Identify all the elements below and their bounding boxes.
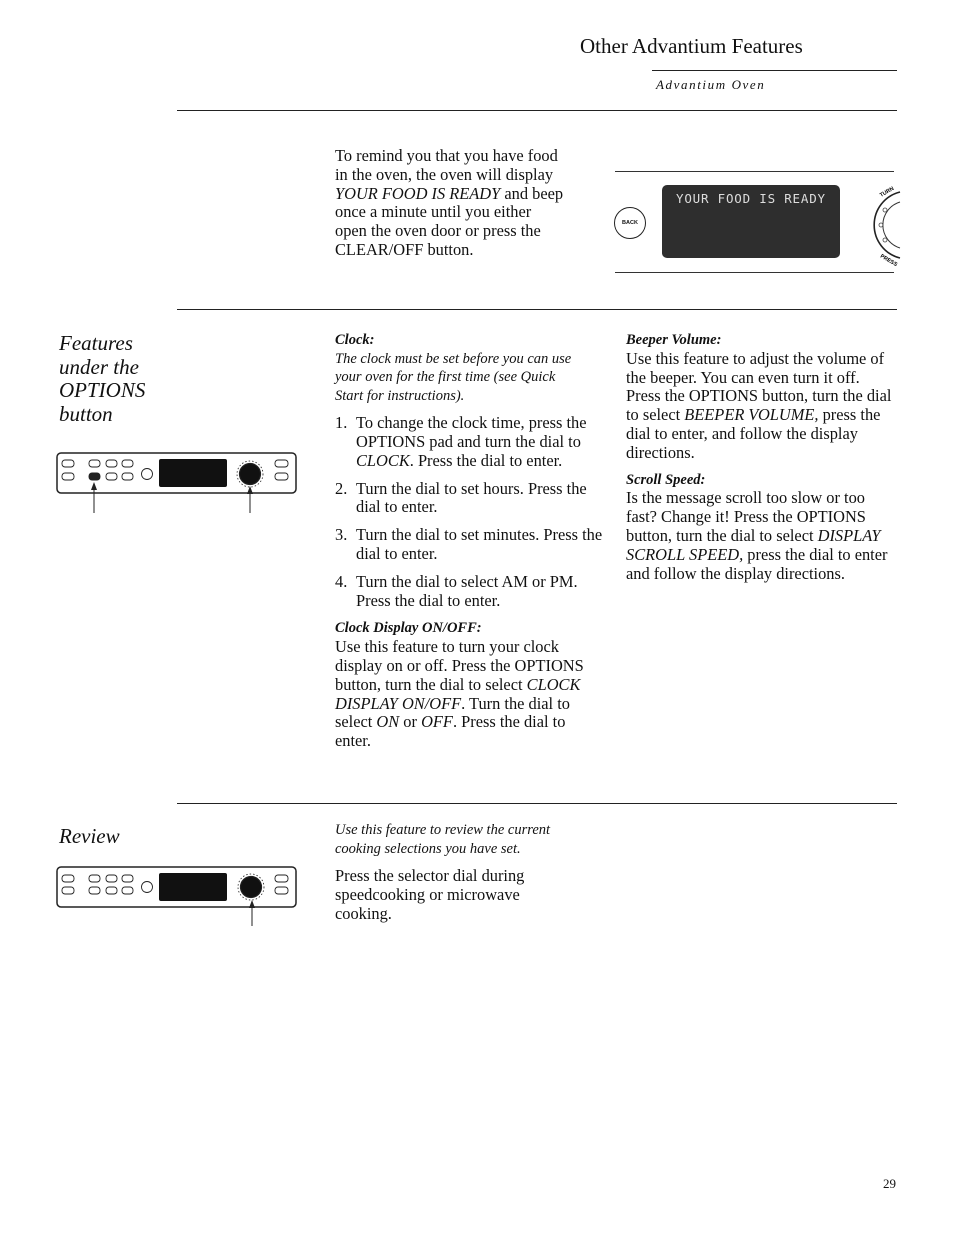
page-subtitle: Advantium Oven: [656, 77, 766, 92]
clock-note: The clock must be set before you can use your oven for the first time (see Quick Start for instructions).: [335, 350, 572, 404]
review-side-heading: Review: [59, 824, 120, 848]
page-number: 29: [883, 1176, 896, 1191]
display-bottom-rule: [615, 272, 894, 273]
header-rule: [652, 70, 897, 71]
beeper-heading: Beeper Volume:: [626, 332, 722, 348]
scroll-paragraph: Is the message scroll too slow or too fast? Change it! Press the OPTIONS button, turn the dial to select DISPLAY SCROLL SPEED, press the dial to enter and follow the display directions.: [626, 488, 888, 583]
reminder-line: open the oven door or press the: [335, 221, 541, 241]
review-paragraph: Press the selector dial during speedcooking or microwave cooking.: [335, 866, 525, 923]
selector-dial-partial[interactable]: [868, 185, 899, 269]
clock-column: [335, 331, 603, 751]
section-divider-top: [177, 110, 897, 111]
review-note: Use this feature to review the current cooking selections you have set.: [335, 822, 551, 857]
reminder-paragraph: [335, 147, 610, 260]
review-column: [335, 821, 605, 923]
clock-heading: Clock:: [335, 332, 375, 348]
options-side-heading: Features under the OPTIONS button: [59, 331, 146, 426]
beeper-column: [626, 331, 898, 583]
section-divider-review: [177, 803, 897, 804]
display-top-rule: [615, 171, 894, 172]
dial-turn-label: TURN: [879, 185, 896, 199]
back-button[interactable]: BACK: [614, 207, 646, 239]
clock-steps: [335, 414, 603, 610]
clock-display-paragraph: Use this feature to turn your clock display on or off. Press the OPTIONS button, turn the dial to select CLOCK DISPLAY ON/OFF. Turn the dial to select ON or OFF. Press the dial to enter.: [335, 637, 584, 751]
reminder-line: To remind you that you have food: [335, 146, 558, 165]
beeper-paragraph: Use this feature to adjust the volume of the beeper. You can even turn it off. Press the OPTIONS button, turn the dial to select BEEPER VOLUME, press the dial to enter, and follow the display directions.: [626, 348, 892, 462]
section-divider-options: [177, 309, 897, 310]
list-item: 4. Turn the dial to select AM or PM. Press the dial to enter.: [335, 571, 578, 610]
list-item: 2. Turn the dial to set hours. Press the dial to enter.: [335, 478, 587, 517]
dial-press-label: PRESS: [879, 253, 899, 269]
clock-display-heading: Clock Display ON/OFF:: [335, 620, 482, 637]
page-title: Other Advantium Features: [580, 34, 803, 58]
reminder-line: in the oven, the oven will display: [335, 164, 554, 184]
control-panel-diagram-review: [56, 866, 298, 928]
reminder-line: once a minute until you either: [335, 202, 532, 222]
list-item: 3. Turn the dial to set minutes. Press the dial to enter.: [335, 525, 603, 564]
display-message: YOUR FOOD IS READY: [676, 191, 826, 206]
scroll-heading: Scroll Speed:: [626, 471, 706, 488]
reminder-line: CLEAR/OFF button.: [335, 239, 474, 259]
control-panel-diagram-options: [56, 452, 298, 516]
food-ready-text: YOUR FOOD IS READY: [335, 183, 501, 203]
reminder-line: YOUR FOOD IS READY and beep: [335, 183, 564, 203]
oven-display: [662, 185, 840, 258]
list-item: 1. To change the clock time, press the OPTIONS pad and turn the dial to CLOCK. Press the dial to enter.: [335, 413, 587, 470]
